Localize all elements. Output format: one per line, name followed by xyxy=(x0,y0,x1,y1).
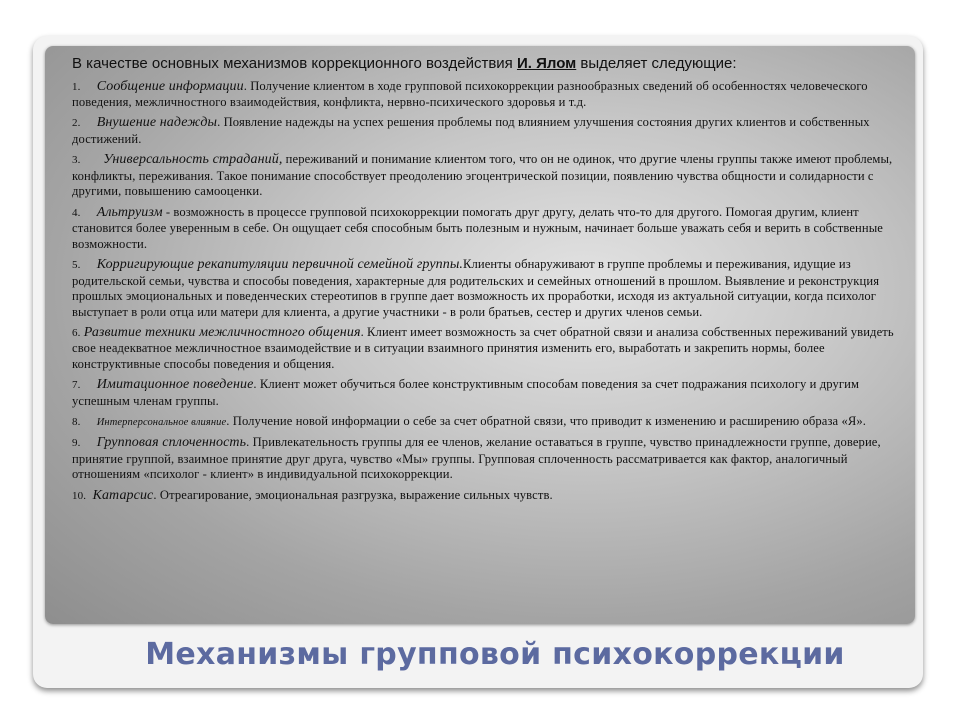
item-term: Групповая сплоченность xyxy=(96,435,247,451)
item-text: - возможность в процессе групповой психокоррекции помогать друг другу, делать что-то для другого. Помогая другим, клиент становится более уверенным в себе. Он ощущает себя способным быть полезным и нужным, начинает больше уважать себя и верить в собственные возможности. xyxy=(72,204,883,251)
item-number: 4. xyxy=(72,206,81,219)
item-term: Альтруизм xyxy=(96,204,163,220)
mechanism-item-6 xyxy=(72,325,902,373)
item-number: 8. xyxy=(72,416,81,429)
mechanism-item-9 xyxy=(72,435,902,483)
item-term: Развитие техники межличностного общения xyxy=(83,324,361,340)
item-term: Катарсис xyxy=(92,487,154,503)
item-term: Внушение надежды xyxy=(96,115,218,131)
item-text: . Клиент имеет возможность за счет обратной связи и анализа собственных переживаний увидеть свое неадекватное межличностное взаимодействие и в ситуации взаимного принятия изменить его, выработать и закрепить нормы, более конструктивные способы поведения и общения. xyxy=(72,324,894,372)
intro-paragraph xyxy=(72,54,902,74)
item-term: Универсальность страданий, xyxy=(103,152,283,168)
mechanisms-text xyxy=(72,54,902,504)
slide-title: Механизмы групповой психокоррекции xyxy=(145,637,845,672)
item-term: Сообщение информации xyxy=(96,78,244,94)
item-number: 7. xyxy=(72,379,81,392)
mechanism-item-1 xyxy=(72,79,902,111)
item-number: 2. xyxy=(72,117,81,130)
item-text: Клиенты обнаруживают в группе проблемы и переживания, идущие из родительской семьи, чувства и способы поведения, характерные для родительских и семейных отношений в прошлом. Выявление и реконструкция прошлых эмоциональных и поведенческих стереотипов в группе дает возможность их проработки, исходя из актуальной ситуации, когда психолог выступает в роли отца или матери для клиента, а другие участники - в роли братьев, сестер и других членов семьи. xyxy=(72,256,880,319)
intro-before: В качестве основных механизмов коррекционного воздействия xyxy=(72,55,517,72)
item-number: 3. xyxy=(72,154,81,167)
item-number: 1. xyxy=(72,80,81,93)
item-text: переживаний и понимание клиентом того, что он не одинок, что другие члены группы также имеют проблемы, конфликты, переживания. Такое понимание способствует преодолению эгоцентрической позиции, появлению чувства общности и солидарности с другими, повышению самооценки. xyxy=(72,152,893,199)
item-number: 9. xyxy=(72,437,81,450)
item-term: Интерперсональное влияние xyxy=(96,417,227,429)
intro-after: выделяет следующие: xyxy=(576,55,737,72)
item-term: Имитационное поведение xyxy=(96,377,254,393)
item-text: . Появление надежды на успех решения проблемы под влиянием улучшения состояния других клиентов и собственных достижений. xyxy=(72,115,870,146)
item-number: 10. xyxy=(72,489,87,502)
mechanism-item-2 xyxy=(72,115,902,147)
item-text: . Получение новой информации о себе за счет обратной связи, что приводит к изменению и расширению образа «Я». xyxy=(226,414,866,429)
mechanism-item-4 xyxy=(72,205,902,253)
author-name: И. Ялом xyxy=(516,55,577,72)
item-text: . Получение клиентом в ходе групповой психокоррекции разнообразных сведений об особенностях человеческого поведения, межличностного взаимодействия, конфликта, нервно-психического здоровья и т.д. xyxy=(72,78,868,110)
item-text: . Отреагирование, эмоциональная разгрузка, выражение сильных чувств. xyxy=(153,487,553,502)
item-number: 6. xyxy=(72,326,81,339)
item-term: Корригирующие рекапитуляции первичной семейной группы. xyxy=(96,256,464,272)
mechanism-item-5 xyxy=(72,257,902,320)
mechanism-item-7 xyxy=(72,377,902,409)
mechanism-item-3 xyxy=(72,152,902,200)
mechanism-item-10 xyxy=(72,488,902,505)
item-text: . Клиент может обучиться более конструктивным способам поведения за счет подражания психологу и другим успешным членам группы. xyxy=(72,377,860,408)
item-number: 5. xyxy=(72,258,81,271)
item-text: . Привлекательность группы для ее членов, желание оставаться в группе, чувство принадлежности группе, доверие, принятие группой, взаимное принятие друг друга, чувство «Мы» группы. Групповая сплоченность рассматривается как фактор, аналогичный отношениям «психолог - клиент» в индивидуальной психокоррекции. xyxy=(72,435,881,482)
mechanism-item-8 xyxy=(72,414,902,431)
